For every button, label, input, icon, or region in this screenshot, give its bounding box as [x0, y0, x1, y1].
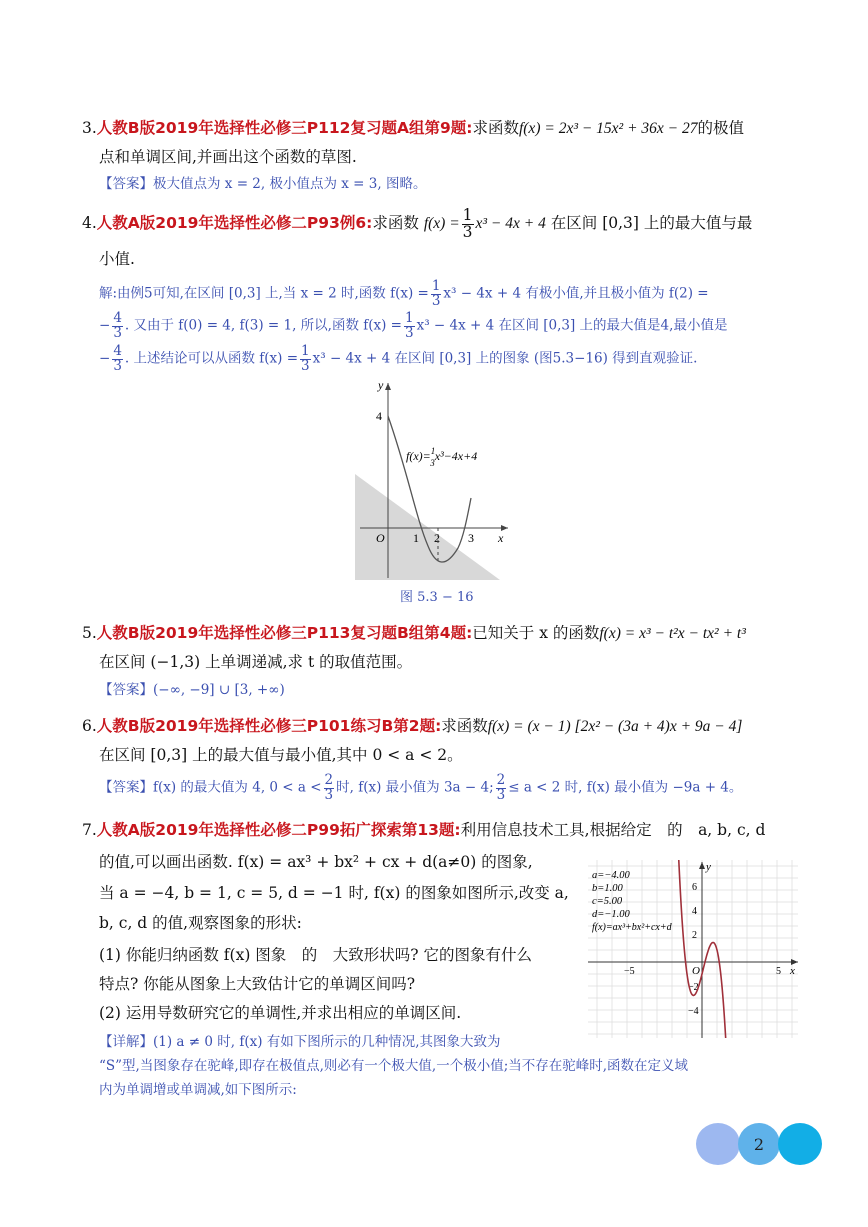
q6-line2: 在区间 [0,3] 上的最大值与最小值,其中 0 < a < 2。	[99, 746, 463, 764]
param-c: c=5.00	[592, 896, 623, 907]
q4-solution-3: − $\frac{4}{3}$ . 上述结论可以从函数 f(x) = $\frac{1}{3}$ x³ − 4x + 4 在区间 [0,3] 上的图象 (图5.3−16) 得到直观验证.	[99, 343, 698, 374]
q5-line2: 在区间 (−1,3) 上单调递减,求 t 的取值范围。	[99, 653, 413, 671]
q7-function-graph	[588, 860, 800, 1038]
q7-detail-1: 【详解】(1) a ≠ 0 时, f(x) 有如下图所示的几种情况,其图象大致为	[99, 1034, 501, 1050]
shaded-region	[355, 474, 500, 580]
figure-caption: 图 5.3 − 16	[400, 590, 474, 605]
q6-source: 人教B版2019年选择性必修三P101练习B第2题:	[96, 717, 442, 735]
q7-detail-3: 内为单调增或单调减,如下图所示:	[99, 1082, 297, 1098]
page-number: 2	[753, 1134, 765, 1154]
x-tick-3: 3	[468, 531, 474, 545]
q4-source: 人教A版2019年选择性必修二P93例6:	[96, 214, 373, 232]
q7-detail-2: “S”型,当图象存在驼峰,即存在极值点,则必有一个极大值,一个极小值;当不存在驼峰时,函数在定义域	[99, 1058, 689, 1074]
y-axis-label: y	[706, 861, 711, 873]
q7-line4: b, c, d 的值,观察图象的形状:	[99, 914, 302, 932]
param-formula: f(x)=ax³+bx²+cx+d	[592, 922, 672, 933]
q7-line1: 7.人教A版2019年选择性必修二P99拓广探索第13题:利用信息技术工具,根据给定 的 a, b, c, d	[82, 821, 766, 839]
page-circle-right	[778, 1123, 822, 1165]
q3-answer: 【答案】极大值点为 x = 2, 极小值点为 x = 3, 图略。	[99, 176, 427, 192]
q4-line2: 小值.	[99, 250, 135, 268]
x-tick-5: 5	[776, 966, 781, 977]
x-axis-label: x	[790, 965, 795, 977]
y-tick-neg2: −2	[688, 982, 699, 993]
y-tick-neg4: −4	[688, 1006, 699, 1017]
q3-source: 人教B版2019年选择性必修三P112复习题A组第9题:	[96, 119, 473, 137]
q6-answer: 【答案】f(x) 的最大值为 4, 0 < a < $\frac{2}{3}$ 时, f(x) 最小值为 3a − 4; $\frac{2}{3}$ ≤ a < 2 时, f(x) 最小值为 −9a + 4。	[99, 772, 743, 803]
y-axis-label: y	[378, 378, 384, 392]
curve-label: f(x)=$^1$ 3x³−4x+4	[406, 446, 478, 468]
x-tick-neg5: −5	[624, 966, 635, 977]
param-b: b=1.00	[592, 883, 623, 894]
q7-line6: 特点? 你能从图象上大致估计它的单调区间吗?	[99, 975, 416, 993]
x-tick-1: 1	[413, 531, 419, 545]
q5-line1: 5.人教B版2019年选择性必修三P113复习题B组第4题:已知关于 x 的函数f(x) = x³ − t²x − tx² + t³	[82, 624, 746, 642]
q4-solution-1: 解:由例5可知,在区间 [0,3] 上,当 x = 2 时,函数 f(x) = $\frac{1}{3}$ x³ − 4x + 4 有极小值,并且极小值为 f(2) =	[99, 278, 709, 309]
q7-line7: (2) 运用导数研究它的单调性,并求出相应的单调区间.	[99, 1004, 462, 1022]
page-circle-left	[696, 1123, 740, 1165]
q3-formula: f(x) = 2x³ − 15x² + 36x − 27	[518, 120, 698, 137]
page-circle-middle	[738, 1123, 780, 1165]
origin-label: O	[692, 965, 700, 977]
param-a: a=−4.00	[592, 870, 630, 881]
x-axis-label: x	[498, 531, 504, 545]
page-number-badge	[696, 1123, 826, 1165]
q7-source: 人教A版2019年选择性必修二P99拓广探索第13题:	[96, 821, 461, 839]
q5-answer: 【答案】(−∞, −9] ∪ [3, +∞)	[99, 682, 285, 698]
q3-line2: 点和单调区间,并画出这个函数的草图.	[99, 148, 357, 166]
q5-formula: f(x) = x³ − t²x − tx² + t³	[599, 625, 746, 642]
q4-line1: 4.人教A版2019年选择性必修二P93例6:求函数 f(x) = $\frac{1}{3}$ x³ − 4x + 4 在区间 [0,3] 上的最大值与最	[82, 206, 753, 241]
q7-line2: 的值,可以画出函数. f(x) = ax³ + bx² + cx + d(a≠0) 的图象,	[99, 853, 533, 871]
q6-line1: 6.人教B版2019年选择性必修三P101练习B第2题:求函数f(x) = (x − 1) [2x² − (3a + 4)x + 9a − 4]	[82, 717, 743, 735]
q4-solution-2: − $\frac{4}{3}$ . 又由于 f(0) = 4, f(3) = 1, 所以,函数 f(x) = $\frac{1}{3}$ x³ − 4x + 4 在区间 [0,3] 上的最大值是4,最小值是	[99, 310, 728, 341]
q5-source: 人教B版2019年选择性必修三P113复习题B组第4题:	[96, 624, 473, 642]
y-tick-6: 6	[692, 882, 697, 893]
y-tick-2: 2	[692, 930, 697, 941]
q4-frac: $\frac{1}{3}$	[462, 206, 473, 241]
x-tick-2: 2	[434, 531, 440, 545]
q3-line1: 3.人教B版2019年选择性必修三P112复习题A组第9题:求函数f(x) = 2x³ − 15x² + 36x − 27的极值	[82, 119, 745, 137]
origin-label: O	[376, 531, 385, 545]
q7-line5: (1) 你能归纳函数 f(x) 图象 的 大致形状吗? 它的图象有什么	[99, 946, 533, 964]
q7-line3: 当 a = −4, b = 1, c = 5, d = −1 时, f(x) 的图象如图所示,改变 a,	[99, 884, 569, 902]
param-d: d=−1.00	[592, 909, 630, 920]
q4-function-graph	[350, 378, 510, 580]
y-tick-4: 4	[692, 906, 697, 917]
q6-formula: f(x) = (x − 1) [2x² − (3a + 4)x + 9a − 4]	[487, 718, 743, 735]
y-tick-4: 4	[376, 409, 382, 423]
